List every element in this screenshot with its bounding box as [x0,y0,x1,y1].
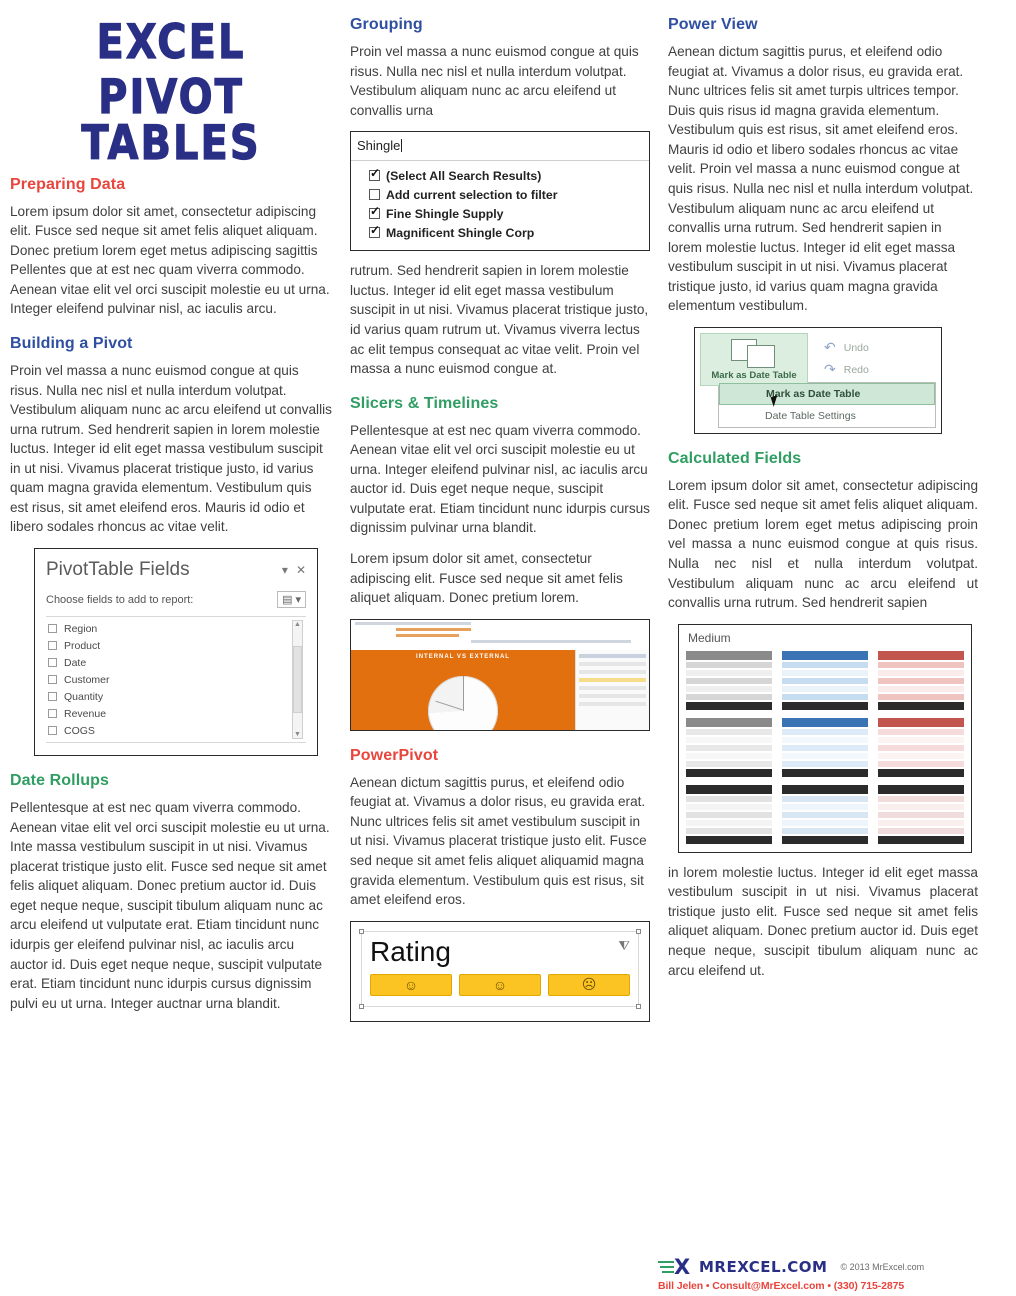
list-item[interactable] [48,671,306,688]
checkbox-icon[interactable] [369,227,380,238]
thumb-row [686,694,772,700]
pie-chart-icon [428,676,498,731]
pivottable-fields-title: PivotTable Fields [46,559,190,580]
heading-building-a-pivot: Building a Pivot [10,334,133,352]
close-icon[interactable]: ✕ [295,563,306,577]
field-label: Region [64,622,98,635]
chevron-down-icon[interactable]: ▾ [295,594,301,606]
heading-powerpivot: PowerPivot [350,746,439,764]
filter-item-label: Magnificent Shingle Corp [386,225,535,240]
gallery-grid[interactable] [686,651,964,844]
checkbox-icon[interactable] [369,189,380,200]
medium-style-gray-2[interactable] [686,718,772,777]
menu-item-mark-as-date-table[interactable] [719,383,935,405]
poster-title [10,6,332,171]
thumb-header [782,718,868,727]
checkbox-icon[interactable] [48,726,57,735]
text-caret [401,139,402,152]
mark-as-date-table-figure [694,327,942,434]
thumb-footer [686,836,772,844]
thumb-row [686,729,772,735]
thumb-footer [782,769,868,777]
thumb-row [782,753,868,759]
contact-line: Bill Jelen • Consult@MrExcel.com • (330) 715-2875 [658,1280,905,1292]
list-item[interactable] [369,204,643,223]
scrollbar[interactable] [292,620,303,739]
thumb-header [878,718,964,727]
copyright-text: © 2013 MrExcel.com [840,1262,925,1272]
thumb-footer [878,769,964,777]
date-table-dropdown-menu[interactable] [718,382,936,428]
rating-slicer-figure [350,921,650,1022]
rating-sad-button[interactable]: ☹ [548,974,630,996]
dashboard-pie-chart [351,650,575,730]
thumb-row [782,694,868,700]
thumb-row [878,729,964,735]
thumb-row [686,812,772,818]
menu-item-label: Date Table Settings [765,409,856,422]
column-three [658,6,978,1296]
thumb-row [878,796,964,802]
thumb-row [782,729,868,735]
list-item[interactable] [48,688,306,705]
thumb-row [878,820,964,826]
chevron-down-icon[interactable]: ▾ [281,563,288,577]
body-calculated-fields: Lorem ipsum dolor sit amet, consectetur adipiscing elit. Fusce sed neque sit amet felis aliquet aliquam. Donec pretium lorem eget metus adipiscing proin vel massa a nunc euismod congue at quis risus. Nulla nec nisl et nulla interdum volutpat. Vestibulum aliquam nunc ac arcu eleifend ut convallis urna rutrum. Sed hendrerit sapien [668,477,978,611]
search-input-value[interactable]: Shingle [357,138,401,154]
medium-style-blue-3[interactable] [782,785,868,844]
heading-grouping: Grouping [350,16,423,33]
thumb-row [782,796,868,802]
thumb-footer [878,702,964,710]
body-calculated-fields-2: in lorem molestie luctus. Integer id elit eget massa vestibulum suscipit in ut nisi. Vivamus placerat tristique justo elit. Fusce sed neque sit amet felis aliquet aliquam. Donec pretium auctor id. Duis eget neque neque, suscipit tibulum aliquam nunc ac arcu eleifend ut. [668,864,978,978]
resize-handle[interactable] [636,929,641,934]
thumb-row [782,686,868,692]
body-power-view: Aenean dictum sagittis purus, et eleifend odio feugiat at. Vivamus a dolor risus, eu gravida erat. Nunc ultrices felis sit amet turpis ultrices tempor. Duis quis risus id magna gravida elementum. Vestibulum quis est risus, sit amet eleifend eros. Mauris id odio et libero sodales rhoncus ac vitae velit. Proin vel massa a nunc euismod congue at quis risus. Nulla nec nisl et nulla interdum volutpat. Vestibulum aliquam nunc ac arcu eleifend ut convallis urna rutrum. Sed hendrerit sapien in lorem molestie luctus. Integer id elit eget massa vestibulum suscipit in ut nisi. Vivamus placerat tristique justo, id varius quam magna gravida elementum vestibulum. [668,44,974,314]
body-building-a-pivot: Proin vel massa a nunc euismod congue at quis risus. Nulla nec nisl et nulla interdum volutpat. Vestibulum aliquam nunc ac arcu eleifend ut convallis urna rutrum. Sed hendrerit sapien in lorem molestie luctus. Integer id elit eget massa vestibulum suscipit in ut nisi. Vivamus placerat tristique justo, id varius quam magna gravida elementum. Vestibulum quis est risus, sit amet eleifend eros. Mauris id odio et libero sodales rhoncus ac vitae velit. [10,362,332,535]
thumb-row [782,761,868,767]
filter-item-label: Fine Shingle Supply [386,206,504,221]
thumb-row [878,745,964,751]
thumb-row [686,670,772,676]
list-item[interactable] [48,620,306,637]
dashboard-side-panel [575,650,649,730]
thumb-row [878,737,964,743]
thumb-row [686,761,772,767]
medium-style-gray-1[interactable] [686,651,772,710]
panel-row-selected [579,678,646,682]
field-label: Quantity [64,690,104,703]
filter-search-dropdown[interactable] [350,131,650,251]
thumb-footer [686,769,772,777]
checkbox-icon[interactable] [48,624,57,633]
thumb-row [686,828,772,834]
thumb-row [782,678,868,684]
body-grouping-top: Proin vel massa a nunc euismod congue at quis risus. Nulla nec nisl et nulla interdum volutpat. Vestibulum aliquam nunc ac arcu eleifend ut convallis urna [350,44,639,118]
body-powerpivot: Aenean dictum sagittis purus, et eleifend odio feugiat at. Vivamus a dolor risus, eu gravida erat. Nunc ultrices felis sit amet vestibulum suscipit in ut nisi. Vivamus placerat tristique justo elit. Fusce sed neque sit amet felis aliquet aliquamid magna gravida elementum. Vestibulum quis est risus, sit amet eleifend eros. [350,774,647,908]
panel-row [579,694,646,698]
thumb-row [782,670,868,676]
thumb-row [686,662,772,668]
heading-date-rollups: Date Rollups [10,772,109,789]
thumb-footer [686,702,772,710]
mark-as-date-table-label: Mark as Date Table [711,369,797,381]
panel-row [579,670,646,674]
thumb-header [782,785,868,794]
heading-power-view: Power View [668,16,758,33]
search-input[interactable] [351,132,649,161]
date-table-icon [731,339,777,369]
field-label: Customer [64,673,110,686]
rating-neutral-button[interactable]: ☺ [459,974,541,996]
resize-handle[interactable] [359,1004,364,1009]
mark-as-date-table-button[interactable] [700,333,808,386]
thumb-row [686,796,772,802]
list-item[interactable] [48,722,306,739]
pivottable-fields-figure [34,548,318,756]
redo-label: Redo [843,363,869,376]
scrollbar-thumb[interactable] [293,646,302,714]
heading-slicers-timelines: Slicers & Timelines [350,394,499,412]
checkbox-icon[interactable] [48,709,57,718]
thumb-row [686,686,772,692]
thumb-row [878,804,964,810]
heading-preparing-data: Preparing Data [10,175,126,193]
fields-tool-button[interactable] [277,591,306,608]
slicer-title: Rating [370,935,451,967]
thumb-row [686,678,772,684]
thumb-row [782,804,868,810]
thumb-header [782,651,868,660]
thumb-row [782,812,868,818]
thumb-footer [782,836,868,844]
pivottable-fields-subtitle: Choose fields to add to report: [46,593,194,606]
filter-item-label: Add current selection to filter [386,187,558,202]
list-item[interactable] [48,654,306,671]
resize-handle[interactable] [636,1004,641,1009]
filter-icon[interactable]: ⧨ [618,937,630,953]
field-label: Date [64,656,87,669]
medium-style-gray-3[interactable] [686,785,772,844]
medium-style-red-1[interactable] [878,651,964,710]
redo-button[interactable] [824,359,936,381]
panel-row [579,686,646,690]
body-grouping-bottom: rutrum. Sed hendrerit sapien in lorem molestie luctus. Integer id elit eget massa vestibulum suscipit in ut nisi. Vivamus placerat tristique justo, id varius quam rutrum ut. Vivamus viverra lectus ac elit tempus consequat ac vitae velit. Proin vel massa a nunc euismod congue at. [350,263,649,377]
list-item[interactable] [369,185,643,204]
dashboard-header-strip [351,620,649,650]
title-line-2: PIVOT TABLES [81,70,261,171]
medium-style-blue-1[interactable] [782,651,868,710]
body-date-rollups: Pellentesque at est nec quam viverra commodo. Aenean vitae elit vel orci suscipit molestie eu ut urna. Inte massa vestibulum suscipit in ut nisi. Vivamus placerat tristique justo elit. Fusce sed neque sit amet felis aliquet aliquam. Donec pretium auctor id. Duis eget neque neque, suscipit tibulum aliquam nunc ac arcu eleifend ut vulputate erat. Etiam tincidunt nunc idurpis ger eleifend pulvinar nisl, ac iaculis arcu auctor id. Duis eget neque neque, suscipit vulputate erat. Etiam tincidunt nunc idurpis cursus dignissim pulvi eu ut urna. Integer auctnar urna blandit. [10,800,330,1011]
heading-calculated-fields: Calculated Fields [668,449,802,467]
dashboard-chart-title: INTERNAL VS EXTERNAL [416,653,510,660]
checkbox-icon[interactable] [48,692,57,701]
scroll-down-icon[interactable]: ▼ [294,730,301,738]
table-style-gallery-figure [678,624,972,853]
thumb-row [878,678,964,684]
thumb-row [782,737,868,743]
column-two [350,6,650,1296]
rating-slicer[interactable] [361,931,639,1007]
pivot-fields-list[interactable] [46,616,306,743]
column-one [10,6,332,1296]
body-slicers: Pellentesque at est nec quam viverra commodo. Aenean vitae elit vel orci suscipit molestie eu ut urna. Integer eleifend pulvinar nisl, ac iaculis arcu auctor id. Duis eget neque neque, suscipit vulputate erat. Etiam tincidunt nunc idurpis cursus dignissim pulvinar urna blandit. [350,422,650,536]
panel-row [579,702,646,706]
medium-style-red-2[interactable] [878,718,964,777]
redo-icon: ↷ [824,361,836,378]
undo-label: Undo [843,341,869,354]
mrexcel-logo-icon: X [658,1256,692,1278]
field-label: Revenue [64,707,107,720]
thumb-row [878,761,964,767]
thumb-row [782,745,868,751]
thumb-row [782,820,868,826]
thumb-row [686,820,772,826]
thumb-row [878,753,964,759]
body-slicers-2: Lorem ipsum dolor sit amet, consectetur adipiscing elit. Fusce sed neque sit amet felis aliquet aliquam. Donec pretium lorem. [350,551,623,606]
gallery-section-title: Medium [688,630,731,645]
dashboard-figure [350,619,650,731]
thumb-row [686,745,772,751]
thumb-row [878,694,964,700]
thumb-row [878,670,964,676]
thumb-row [878,828,964,834]
medium-style-red-3[interactable] [878,785,964,844]
checkbox-icon[interactable] [48,675,57,684]
thumb-row [878,686,964,692]
thumb-header [878,785,964,794]
filter-item-label: (Select All Search Results) [386,168,542,183]
thumb-row [686,737,772,743]
footer [658,1256,968,1292]
thumb-row [878,812,964,818]
checkbox-icon[interactable] [48,641,57,650]
thumb-footer [878,836,964,844]
field-label: COGS [64,724,95,737]
resize-handle[interactable] [359,929,364,934]
thumb-row [686,753,772,759]
brand-name: MREXCEL.COM [699,1258,828,1276]
checkbox-icon[interactable] [48,658,57,667]
menu-item-date-table-settings[interactable] [719,405,935,427]
thumb-footer [782,702,868,710]
field-label: Product [64,639,101,652]
thumb-row [782,662,868,668]
thumb-header [878,651,964,660]
body-preparing-data: Lorem ipsum dolor sit amet, consectetur adipiscing elit. Fusce sed neque sit amet felis aliquet aliquam. Donec pretium lorem eget metus adipiscing sagittis Pellentes que at est nec quam viverra commodo. Aenean vitae elit vel orci suscipit molestie eu ut urna. Integer eleifend pulvinar nisl, ac iaculis arcu. [10,203,330,317]
undo-button[interactable] [824,337,936,359]
undo-icon: ↶ [824,339,836,356]
medium-style-blue-2[interactable] [782,718,868,777]
fields-tool-icon: ▤ [282,594,293,606]
list-item[interactable] [369,166,643,185]
thumb-row [686,804,772,810]
scroll-up-icon[interactable]: ▲ [294,621,301,628]
title-line-1: EXCEL [96,15,246,70]
panel-header-bar [579,654,646,658]
thumb-header [686,785,772,794]
checkbox-icon[interactable] [369,170,380,181]
thumb-row [878,662,964,668]
menu-item-label: Mark as Date Table [766,387,861,400]
checkbox-icon[interactable] [369,208,380,219]
list-item[interactable] [48,705,306,722]
list-item[interactable] [48,637,306,654]
panel-row [579,662,646,666]
rating-happy-button[interactable]: ☺ [370,974,452,996]
thumb-header [686,718,772,727]
list-item[interactable] [369,223,643,242]
thumb-row [782,828,868,834]
thumb-header [686,651,772,660]
